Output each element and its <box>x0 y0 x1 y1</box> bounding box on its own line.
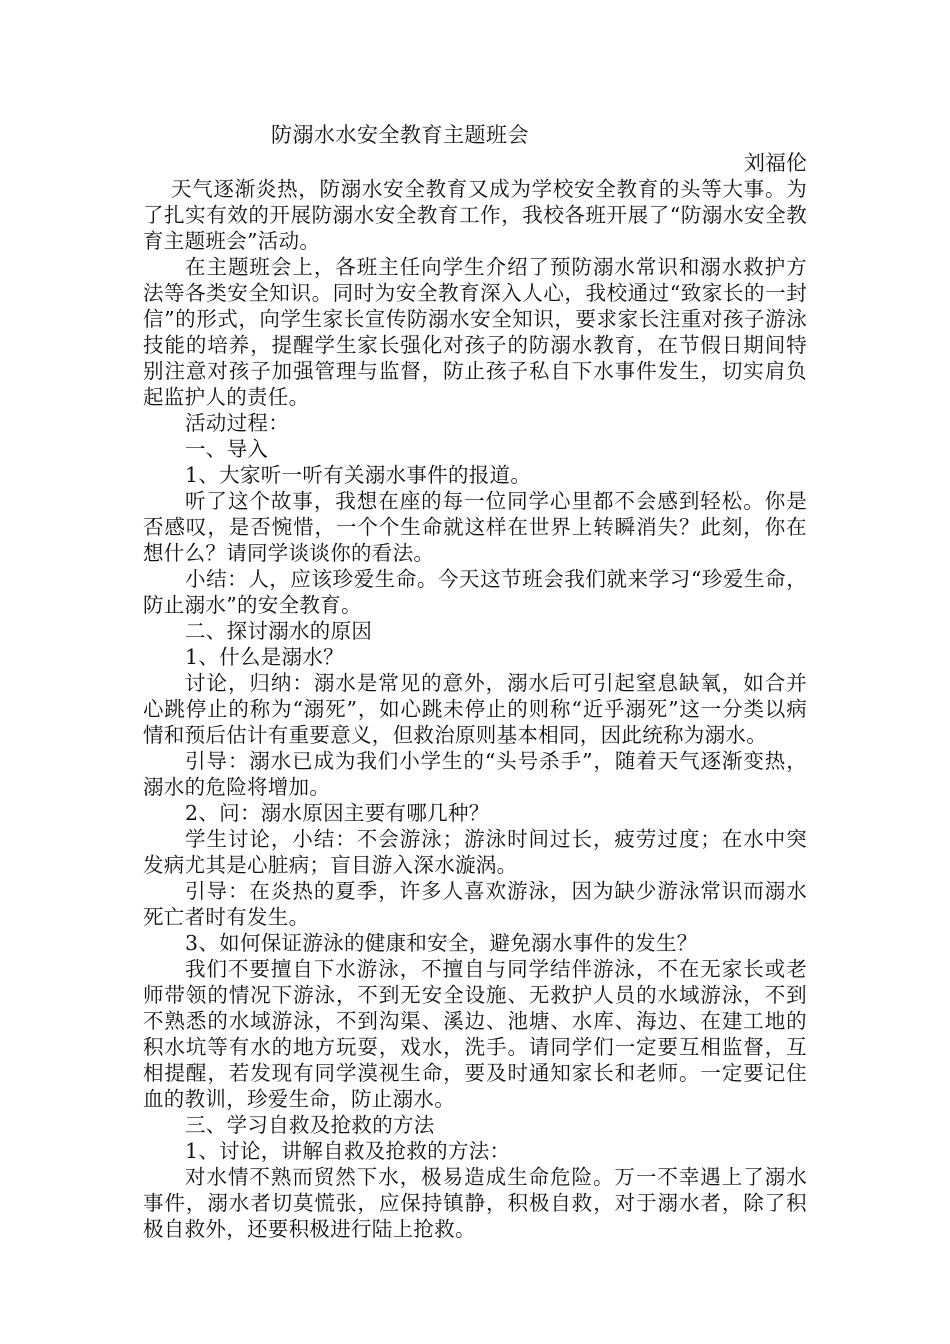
paragraph: 1、大家听一听有关溺水事件的报道。 <box>185 463 532 487</box>
paragraph: 在主题班会上，各班主任向学生介绍了预防溺水常识和溺水救护方法等各类安全知识。同时为安全教育深入人心，我校通过“致家长的一封信”的形式，向学生家长宣传防溺水安全知识，要求家长注重对孩子游泳技能的培养，提醒学生家长强化对孩子的防溺水教育，在节假日期间特别注意对孩子加强管理与监督，防止孩子私自下水事件发生，切实肩负起监护人的责任。 <box>143 255 807 409</box>
paragraph: 我们不要擅自下水游泳，不擅自与同学结伴游泳，不在无家长或老师带领的情况下游泳，不到无安全设施、无救护人员的水域游泳，不到不熟悉的水域游泳，不到沟渠、溪边、池塘、水库、海边、在建工地的积水坑等有水的地方玩耍，戏水，洗手。请同学们一定要互相监督，互相提醒，若发现有同学漠视生命，要及时通知家长和老师。一定要记住血的教训，珍爱生命，防止溺水。 <box>143 957 807 1111</box>
paragraph: 对水情不熟而贸然下水，极易造成生命危险。万一不幸遇上了溺水事件，溺水者切莫慌张，应保持镇静，积极自救，对于溺水者，除了积极自救外，还要积极进行陆上抢救。 <box>143 1165 807 1241</box>
paragraph: 3、如何保证游泳的健康和安全，避免溺水事件的发生？ <box>185 931 698 955</box>
paragraph: 天气逐渐炎热，防溺水安全教育又成为学校安全教育的头等大事。为了扎实有效的开展防溺水安全教育工作，我校各班开展了“防溺水安全教育主题班会”活动。 <box>143 177 807 253</box>
document-body <box>143 176 807 1242</box>
document-page <box>143 120 807 1242</box>
paragraph: 2、问：溺水原因主要有哪几种？ <box>185 801 490 825</box>
document-author: 刘福伦 <box>744 151 807 175</box>
paragraph: 三、学习自救及抢救的方法 <box>185 1113 435 1137</box>
paragraph: 1、讨论，讲解自救及抢救的方法： <box>185 1139 511 1163</box>
paragraph: 1、什么是溺水？ <box>185 645 344 669</box>
paragraph: 一、导入 <box>185 437 269 461</box>
paragraph: 学生讨论，小结：不会游泳；游泳时间过长，疲劳过度；在水中突发病尤其是心脏病；盲目游入深水漩涡。 <box>143 827 807 877</box>
paragraph: 小结：人，应该珍爱生命。今天这节班会我们就来学习“珍爱生命，防止溺水”的安全教育。 <box>143 567 807 617</box>
paragraph: 引导：溺水已成为我们小学生的“头号杀手”，随着天气逐渐变热，溺水的危险将增加。 <box>143 749 807 799</box>
paragraph: 二、探讨溺水的原因 <box>185 619 373 643</box>
document-title: 防溺水水安全教育主题班会 <box>271 123 529 147</box>
paragraph: 讨论，归纳：溺水是常见的意外，溺水后可引起窒息缺氧，如合并心跳停止的称为“溺死”，如心跳未停止的则称“近乎溺死”这一分类以病情和预后估计有重要意义，但救治原则基本相同，因此统称为溺水。 <box>143 671 807 747</box>
paragraph: 活动过程： <box>185 411 289 435</box>
paragraph: 引导：在炎热的夏季，许多人喜欢游泳，因为缺少游泳常识而溺水死亡者时有发生。 <box>143 879 807 929</box>
paragraph: 听了这个故事，我想在座的每一位同学心里都不会感到轻松。你是否感叹，是否惋惜，一个个生命就这样在世界上转瞬消失？此刻，你在想什么？请同学谈谈你的看法。 <box>143 489 807 565</box>
